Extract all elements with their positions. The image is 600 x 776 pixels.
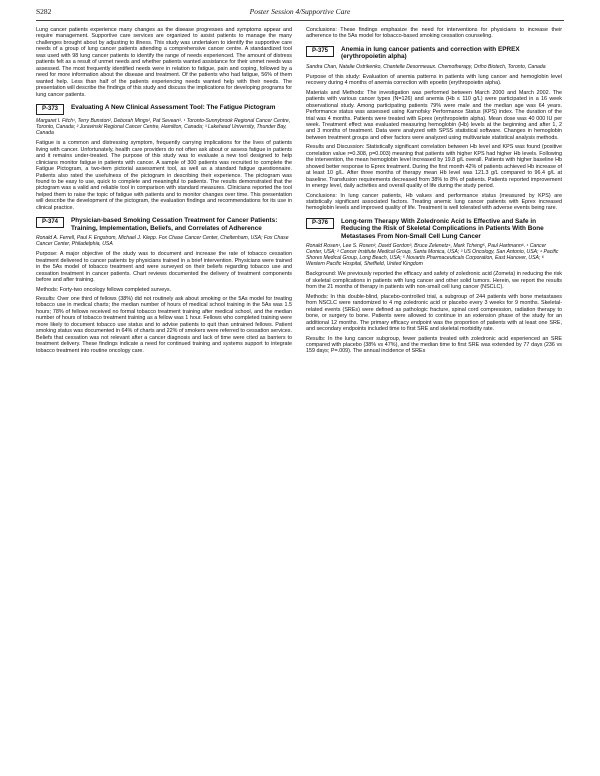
- running-title: Poster Session 4/Supportive Care: [249, 7, 351, 16]
- abstract-p373: [36, 104, 292, 211]
- abstract-heading: [36, 104, 292, 115]
- abstract-id-box: P-375: [306, 46, 334, 57]
- abstract-results: Results: In the lung cancer subgroup, fewer patients treated with zoledronic acid experienced an SRE compared with placebo (38% vs 47%), and the median time to first SRE was extended by 77 days (236 vs 159 days; P=.009). The annual incidence of SREs: [306, 335, 562, 355]
- page-number: S282: [36, 7, 52, 16]
- abstract-id-box: P-373: [36, 104, 64, 115]
- abstract-methods: Materials and Methods: The investigation was performed between March 2000 and March 2002. The patients with various cancer types (N=126) and anemia (Hb ≤ 110 g/L) were participated in a 16 week observational study. Among participating patients 79% were male and the median age was 64 years. Performance status was assessed using Karnofsky Performance Status (KPS) index. The duration of the trial was 4 months. Patients were treated with Eprex (erythropoietin alpha). Mean dose was 40 000 IU per week. Treatment effect was evaluated measuring hemoglobin (Hb) levels at the beginning and after 1, 2 and 3 months of treatment. Data were analyzed with SPSS statistical software. Changes in hemoglobin between treatment groups and other factors were analyzed using multivariate statistical analysis methods.: [306, 89, 562, 141]
- abstract-results: Results: Over one third of fellows (38%) did not routinely ask about smoking or the 5As model for treating tobacco use in medical charts; the median number of hours of medical school training in the 5As was 1.5 hours; 78% of fellows received no formal tobacco treatment training after medical school, and the median number of hours of tobacco treatment training as a fellow was 1 hour. Fellows who completed training were more likely to document tobacco use status and to advise patients to quit than untrained fellows. Patient smoking status was documented in 64% of charts and 22% of smokers were referred to cessation services. Beliefs that cessation was not relevant after a cancer diagnosis and lack of time were cited as barriers to treatment delivery. These findings indicate a need for continued training and systems support to integrate tobacco treatment into routine oncology care.: [36, 295, 292, 354]
- abstract-authors: Ronald Rosen¹, Lee S. Rosen², David Gordon³, Bruce Zelenetz⁴, Mark Tcheng⁵, Paul Hartmann⁶. ¹ Cancer Center, USA; ² Cancer Institute Medical Group, Santa Monica, USA; ³ US Oncology, San Antonio, USA; ⁴ Pacific Shores Medical Group, Long Beach, USA; ⁵ Novartis Pharmaceuticals Corporation, East Hanover, USA; ⁶ Western Pacific Hospital, Sheffield, United Kingdom: [306, 243, 559, 268]
- abstract-body: Fatigue is a common and distressing symptom, frequently carrying implications for the lives of patients living with cancer. Unfortunately, health care providers do not often ask about or assess fatigue in patients and it remains under-treated. The purpose of this study was to evaluate a new tool designed to help clinicians monitor fatigue in patients with cancer. A sample of 300 patients was recruited to complete the Fatigue Pictogram, a two-item pictorial assessment tool, as well as a standard fatigue questionnaire. Patients also rated the usefulness of the pictogram in describing their experience. The pictogram was found to be easy to use, quick to complete and meaningful to patients. The results demonstrated that the pictogram was a valid and reliable tool in comparison with standard measures. Clinicians reported the tool helped them to raise the topic of fatigue with patients and to monitor changes over time. This presentation will describe the development of the pictogram, the evaluation findings and recommendations for its use in clinical practice.: [36, 140, 292, 211]
- abstract-purpose: Purpose of this study: Evaluation of anemia patterns in patients with lung cancer and hemoglobin level recovery during 4 months of anemia correction with epoetin (erythropoietin alpha).: [306, 73, 562, 87]
- abstract-methods: Methods: In this double-blind, placebo-controlled trial, a subgroup of 244 patients with bone metastases from NSCLC were randomized to 4 mg zoledronic acid or placebo every 3 weeks for 9 months. Skeletal-related events (SREs) were defined as pathologic fracture, spinal cord compression, radiation therapy to bone, or surgery to bone. Patients were allowed to continue in an extension phase of the study for an additional 12 months. The primary efficacy endpoint was the proportion of patients with at least one SRE, and secondary endpoints included time to first SRE and skeletal morbidity rate.: [306, 293, 562, 333]
- abstract-heading: [36, 217, 292, 232]
- abstract-conclusions: Conclusions: In lung cancer patients, Hb values and performance status (measured by KPS) are statistically significant associated factors. Treating anemic lung cancer patients with Eprex increased hemoglobin levels and improved quality of life. Treatment is well tolerated with adverse events being rare.: [306, 192, 562, 212]
- header-rule: [36, 20, 564, 21]
- conclusions-paragraph: Conclusions: These findings emphasize the need for interventions for physicians to increase their adherence to the 5As model for tobacco-based smoking cessation counseling.: [306, 27, 562, 40]
- abstract-id-box: P-374: [36, 217, 64, 228]
- abstract-title: Evaluating A New Clinical Assessment Tool: The Fatigue Pictogram: [71, 103, 276, 111]
- intro-paragraph: Lung cancer patients experience many changes as the disease progresses and symptoms appear and require management. Supportive care services are organized to assist patients to manage the many challenges brought about by adjusting to illness. This study was undertaken to identify the supportive care needs of a group of lung cancer patients attending a comprehensive cancer centre. A standardized tool was used with 98 lung cancer patients to identify the range of needs experienced. The amount of distress patients felt as a result of unmet needs and whether patients wanted assistance for their unmet needs was assessed. The most frequently identified needs were in relation to fatigue, pain and coping, followed by a need for more information about the disease and treatment. Of the patients who had fatigue, 56% of them wanted help. Less than half of the patients experiencing needs wanted help with their needs. The presentation will describe the findings of this study and discuss the implications for developing programs for lung cancer patients.: [36, 27, 292, 98]
- abstract-methods: Methods: Forty-two oncology fellows completed surveys.: [36, 286, 172, 293]
- abstract-purpose: Purpose: A major objective of the study was to document and increase the rate of tobacco cessation treatment delivered to cancer patients by physicians trained in a brief intervention. Physicians were trained in the 5As model of tobacco treatment and were surveyed on their beliefs regarding tobacco use and cessation treatment in cancer patients. Chart reviews documented the delivery of treatment components before and after training.: [36, 251, 292, 284]
- abstract-results: Results and Discussion: Statistically significant correlation between Hb level and KPS was found (positive correlation value r=0.308, p=0.003) meaning that patients with higher KPS had higher Hb levels. Following the intervention, the mean hemoglobin level increased by 19.8 g/L overall. Patients with higher baseline Hb showed better response to Eprex treatment. During the first month 42% of patients achieved Hb increase of at least 10 g/L. After three months of therapy mean Hb level was 121.3 g/L compared to 96.4 g/L at baseline. Transfusion requirements decreased from 38% to 8% of patients. Patients reported improvement in energy level, daily activities and overall quality of life during the study period.: [306, 144, 562, 190]
- abstract-p375: [306, 46, 562, 212]
- abstract-authors: Margaret I. Fitch¹, Terry Bunston², Deborah Mings², Pat Sevean³. ¹ Toronto-Sunnybrook Regional Cancer Centre, Toronto, Canada; ² Juravinski Regional Cancer Centre, Hamilton, Canada; ³ Lakehead University, Thunder Bay, Canada: [36, 117, 291, 137]
- abstract-authors: Ronald A. Ferrell, Paul F. Engstrom, Michael J. Klepp. Fox Chase Cancer Center, Cheltenham, USA; Fox Chase Cancer Center, Philadelphia, USA: [36, 235, 289, 248]
- right-column: [306, 27, 562, 758]
- abstract-p374: [36, 217, 292, 354]
- abstract-title: Long-term Therapy With Zoledronic Acid Is Effective and Safe in Reducing the Risk of Skeletal Complications in Patients With Bone Metastases From Non-Small Cell Lung Cancer: [341, 217, 544, 240]
- abstract-id-box: P-376: [306, 218, 334, 229]
- abstract-title: Physician-based Smoking Cessation Treatment for Cancer Patients: Training, Implementation, Beliefs, and Correlates of Adherence: [71, 217, 278, 232]
- abstract-p376: [306, 218, 562, 355]
- abstract-title: Anemia in lung cancer patients and correction with EPREX (erythropoietin alpha): [341, 45, 520, 61]
- abstract-authors: Sandra Chan, Natalie Ostrikenko, Chantelle Desormeaux. Chemotherapy, Ortho Biotech, Toronto, Canada: [306, 63, 546, 70]
- page-header: [36, 7, 564, 19]
- abstract-heading: [306, 46, 562, 61]
- abstract-background: Background: We previously reported the efficacy and safety of zoledronic acid (Zometa) in reducing the risk of skeletal complications in patients with lung cancer and other solid tumors. Herein, we report the results from the 21 months of therapy in patients with non-small cell lung cancer (NSCLC).: [306, 271, 562, 291]
- left-column: [36, 27, 292, 758]
- abstract-heading: [306, 218, 562, 240]
